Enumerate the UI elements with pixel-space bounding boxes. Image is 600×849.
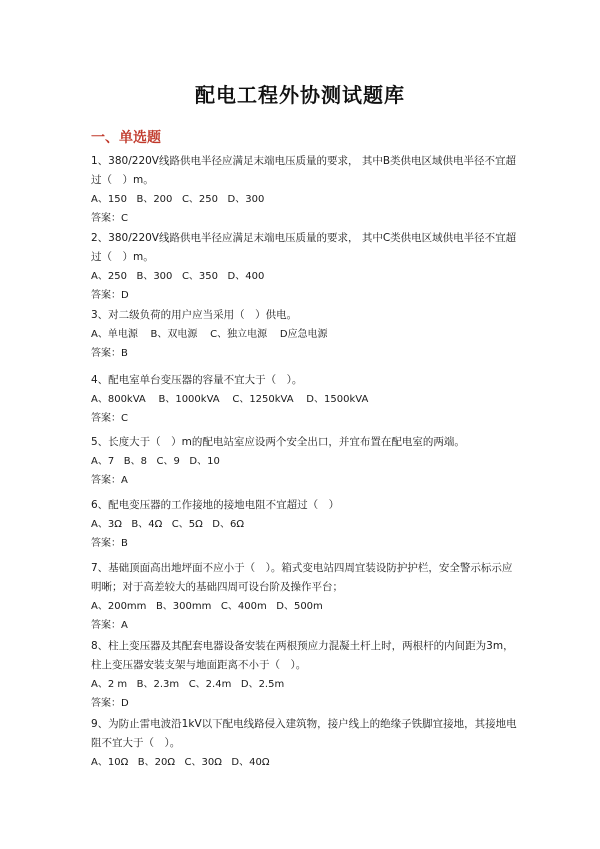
- question-item: [91, 559, 521, 635]
- question-options: A、单电源 B、双电源 C、独立电源 D应急电源: [91, 329, 328, 340]
- question-options: A、7 B、8 C、9 D、10: [91, 456, 220, 467]
- question-answer: 答案：C: [91, 413, 128, 424]
- question-item: [91, 152, 521, 228]
- question-text: 2、380/220V线路供电半径应满足末端电压质量的要求， 其中C类供电区域供电半径不宜超过（ ）m。: [91, 232, 517, 263]
- page-title: 配电工程外协测试题库: [195, 83, 405, 107]
- question-options: A、2 m B、2.3m C、2.4m D、2.5m: [91, 679, 285, 690]
- question-options: A、10Ω B、20Ω C、30Ω D、40Ω: [91, 757, 270, 768]
- question-text: 8、柱上变压器及其配套电器设备安装在两根预应力混凝土杆上时，两根杆的内间距为3m，柱上变压器安装支架与地面距离不小于（ ）。: [91, 640, 514, 671]
- question-text: 9、为防止雷电波沿1kV以下配电线路侵入建筑物，接户线上的绝缘子铁脚宜接地，其接地电阻不宜大于（ ）。: [91, 718, 517, 749]
- question-options: A、250 B、300 C、350 D、400: [91, 271, 265, 282]
- question-options: A、200mm B、300mm C、400m D、500m: [91, 601, 323, 612]
- question-answer: 答案：A: [91, 475, 128, 486]
- question-text: 4、配电室单台变压器的容量不宜大于（ ）。: [91, 374, 303, 386]
- question-item: [91, 371, 521, 428]
- question-answer: 答案：A: [91, 620, 128, 631]
- question-answer: 答案：B: [91, 348, 128, 359]
- question-item: [91, 306, 521, 363]
- question-item: [91, 229, 521, 305]
- question-item: [91, 637, 521, 713]
- question-item: [91, 433, 521, 490]
- question-options: A、3Ω B、4Ω C、5Ω D、6Ω: [91, 519, 245, 530]
- question-answer: 答案：D: [91, 290, 129, 301]
- question-options: A、150 B、200 C、250 D、300: [91, 194, 265, 205]
- question-text: 1、380/220V线路供电半径应满足末端电压质量的要求， 其中B类供电区域供电半径不宜超过（ ）m。: [91, 155, 517, 186]
- question-answer: 答案：B: [91, 538, 128, 549]
- question-answer: 答案：C: [91, 213, 128, 224]
- question-text: 5、长度大于（ ）m的配电站室应设两个安全出口，并宜布置在配电室的两端。: [91, 436, 465, 448]
- question-text: 3、对二级负荷的用户应当采用（ ）供电。: [91, 309, 298, 321]
- section-heading: 一、单选题: [91, 130, 161, 146]
- question-answer: 答案：D: [91, 698, 129, 709]
- question-item: [91, 496, 521, 553]
- question-options: A、800kVA B、1000kVA C、1250kVA D、1500kVA: [91, 394, 369, 405]
- question-text: 7、基础顶面高出地坪面不应小于（ ）。箱式变电站四周宜装设防护护栏，安全警示标示应明晰；对于高差较大的基础四周可设台阶及操作平台；: [91, 562, 513, 593]
- question-text: 6、配电变压器的工作接地的接地电阻不宜超过（ ）: [91, 499, 340, 511]
- question-item: [91, 715, 521, 772]
